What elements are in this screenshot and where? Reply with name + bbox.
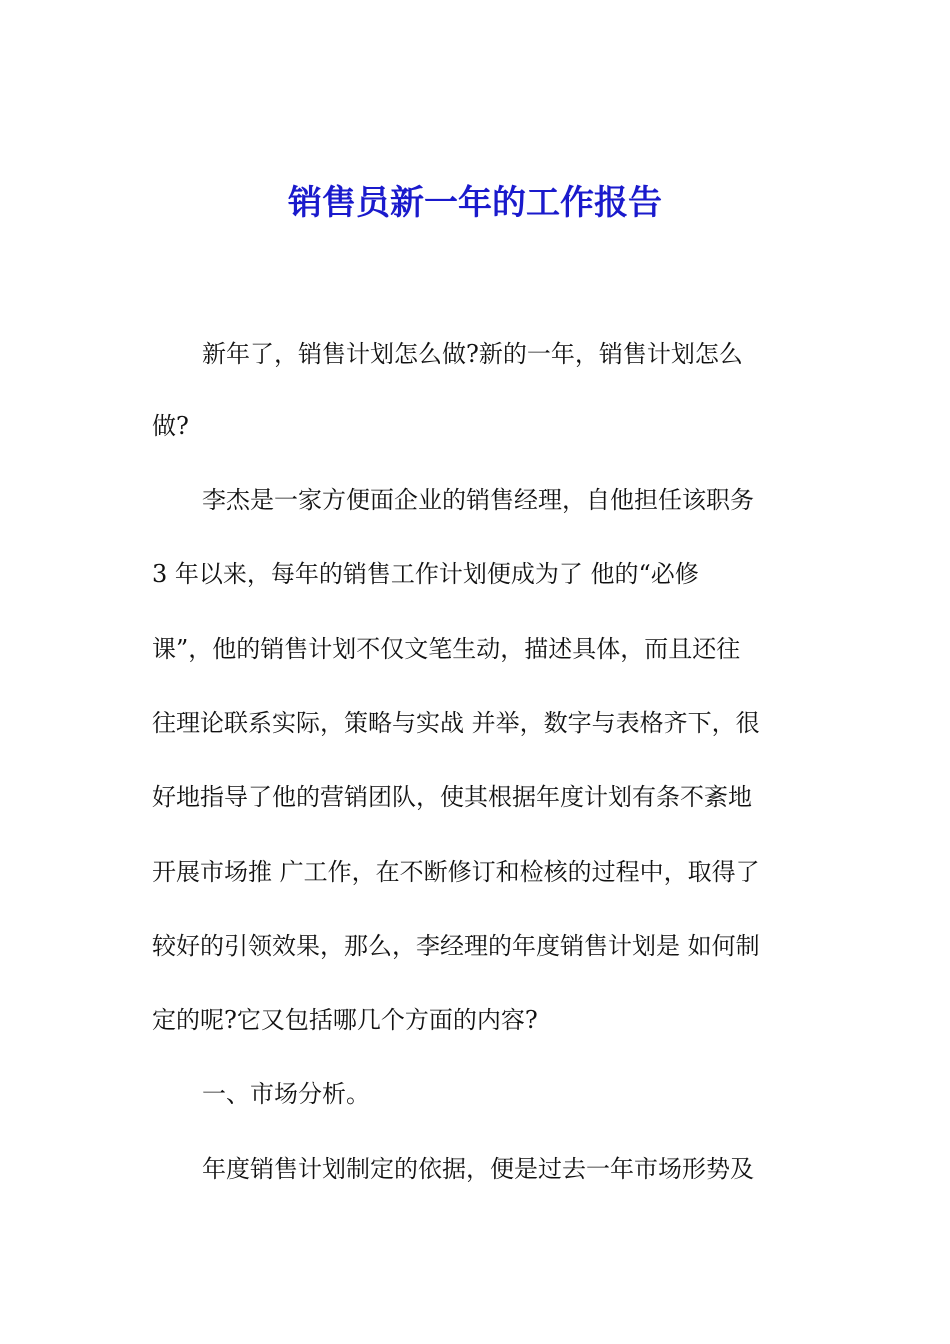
text-line-6: 往理论联系实际，策略与实战 并举，数字与表格齐下，很 bbox=[152, 709, 760, 737]
text-line-8: 开展市场推 广工作，在不断修订和检核的过程中，取得了 bbox=[152, 858, 760, 886]
text-line-3: 李杰是一家方便面企业的销售经理，自他担任该职务 bbox=[202, 486, 754, 514]
text-line-1: 新年了，销售计划怎么做?新的一年，销售计划怎么 bbox=[202, 340, 743, 368]
text-line-12: 年度销售计划制定的依据，便是过去一年市场形势及 bbox=[202, 1155, 754, 1183]
text-line-4: 3 年以来，每年的销售工作计划便成为了 他的“必修 bbox=[152, 560, 699, 588]
document-title: 销售员新一年的工作报告 bbox=[288, 183, 662, 223]
text-line-7: 好地指导了他的营销团队，使其根据年度计划有条不紊地 bbox=[152, 783, 752, 811]
text-line-2: 做? bbox=[152, 412, 189, 440]
text-line-5: 课”，他的销售计划不仅文笔生动，描述具体，而且还往 bbox=[152, 635, 741, 663]
text-line-9: 较好的引领效果，那么，李经理的年度销售计划是 如何制 bbox=[152, 932, 760, 960]
text-line-10: 定的呢?它又包括哪几个方面的内容? bbox=[152, 1006, 538, 1034]
section-heading-market-analysis: 一、市场分析。 bbox=[202, 1080, 370, 1108]
